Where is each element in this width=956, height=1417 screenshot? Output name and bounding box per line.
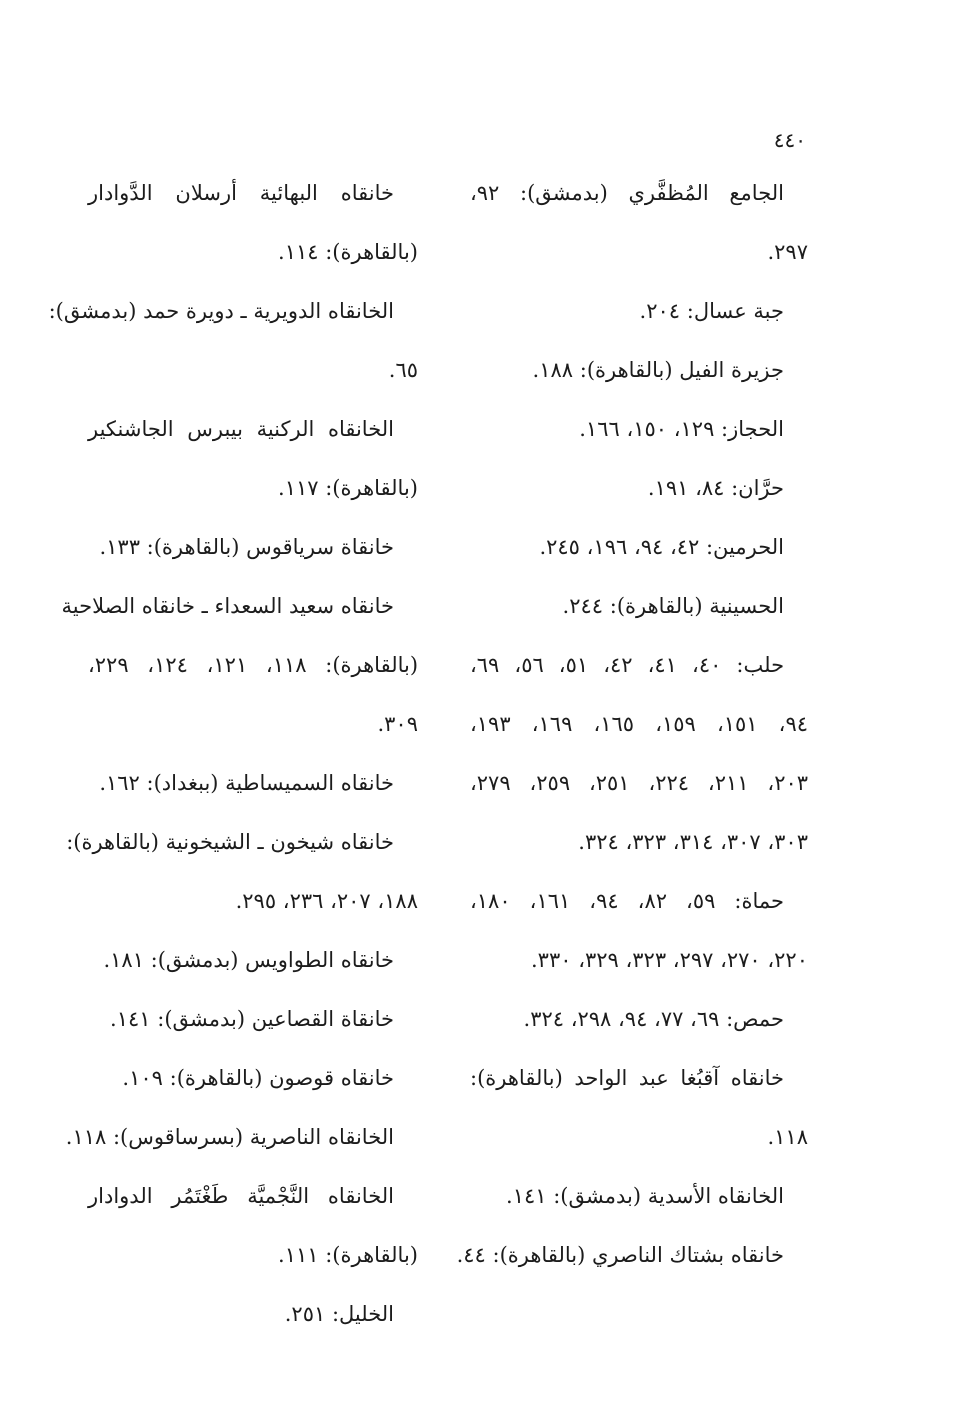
entry-continuation-line: (بالقاهرة): ١١٤. [278, 240, 418, 264]
entry-continuation-line: ٢٠٣، ٢١١، ٢٢٤، ٢٥١، ٢٥٩، ٢٧٩، [470, 771, 809, 795]
entry-heading-line: خانقاه البهائية أرسلان الدَّوادار [88, 181, 394, 205]
entry-heading-line: جبة عسال: ٢٠٤. [639, 299, 784, 323]
entry-continuation-line: ٢٩٧. [767, 240, 808, 264]
index-entry [88, 518, 418, 577]
entry-heading-line: الحرمين: ٤٢، ٩٤، ١٩٦، ٢٤٥. [539, 535, 784, 559]
entry-heading-line: حرَّان: ٨٤، ١٩١. [647, 476, 784, 500]
entry-continuation-line: (بالقاهرة): ١١٧. [278, 476, 418, 500]
index-entry [470, 577, 808, 636]
page-number: ٤٤٠ [773, 128, 806, 152]
index-entry [65, 1108, 418, 1167]
index-entry [470, 164, 808, 282]
entry-heading-line: جزيرة الفيل (بالقاهرة): ١٨٨. [532, 358, 784, 382]
index-entry [470, 872, 808, 990]
entry-continuation-line: ٩٤، ١٥١، ١٥٩، ١٦٥، ١٦٩، ١٩٣، [470, 712, 809, 736]
index-entry [470, 1167, 808, 1226]
entry-continuation-line: ٣٠٣، ٣٠٧، ٣١٤، ٣٢٣، ٣٢٤. [578, 830, 808, 854]
entry-heading-line: الخانقاه الدويرية ـ دويرة حمد (بدمشق): [48, 299, 394, 323]
entry-heading-line: الخانقاه الأسدية (بدمشق): ١٤١. [506, 1184, 784, 1208]
index-column-left [48, 164, 419, 1344]
index-entry [470, 341, 808, 400]
entry-heading-line: الحسينية (بالقاهرة): ٢٤٤. [562, 594, 784, 618]
entry-heading-line: خانقاه سعيد السعداء ـ خانقاه الصلاحية [61, 594, 394, 618]
index-entry [88, 1167, 418, 1285]
entry-continuation-line: ٦٥. [388, 358, 418, 382]
entry-heading-line: خانقاه آقبُغا عبد الواحد (بالقاهرة): [470, 1066, 784, 1090]
index-entry [88, 931, 418, 990]
index-entry [470, 518, 808, 577]
index-entry [88, 1049, 418, 1108]
entry-heading-line: الجامع المُظفَّري (بدمشق): ٩٢، [470, 181, 784, 205]
entry-heading-line: خانقاه قوصون (بالقاهرة): ١٠٩. [122, 1066, 394, 1090]
entry-heading-line: خانقاه السميساطية (ببغداد): ١٦٢. [99, 771, 394, 795]
index-entry [66, 813, 418, 931]
index-column-right [456, 164, 809, 1285]
index-entry [470, 636, 808, 872]
entry-heading-line: حلب: ٤٠، ٤١، ٤٢، ٥١، ٥٦، ٦٩، [470, 653, 785, 677]
index-entry [470, 459, 808, 518]
entry-continuation-line: ٢٢٠، ٢٧٠، ٢٩٧، ٣٢٣، ٣٢٩، ٣٣٠. [530, 948, 808, 972]
entry-continuation-line: ١٨٨، ٢٠٧، ٢٣٦، ٢٩٥. [235, 889, 418, 913]
index-entry [88, 754, 418, 813]
entry-continuation-line: ٣٠٩. [377, 712, 418, 736]
index-entry [456, 1226, 808, 1285]
index-entry [470, 282, 808, 341]
entry-continuation-line: (بالقاهرة): ١١٨، ١٢١، ١٢٤، ٢٢٩، [88, 653, 419, 677]
entry-heading-line: خانقاه شيخون ـ الشيخونية (بالقاهرة): [66, 830, 394, 854]
entry-continuation-line: ١١٨. [767, 1125, 808, 1149]
index-entry [88, 400, 418, 518]
entry-heading-line: حمص: ٦٩، ٧٧، ٩٤، ٢٩٨، ٣٢٤. [523, 1007, 784, 1031]
entry-heading-line: خانقاة القصاعين (بدمشق): ١٤١. [110, 1007, 394, 1031]
entry-heading-line: الحجاز: ١٢٩، ١٥٠، ١٦٦. [579, 417, 784, 441]
index-entry [88, 164, 418, 282]
index-entry [88, 1285, 418, 1344]
index-entry [470, 400, 808, 459]
entry-heading-line: الخليل: ٢٥١. [284, 1302, 394, 1326]
entry-heading-line: الخانقاه الناصرية (بسرساقوس): ١١٨. [65, 1125, 394, 1149]
index-entry [470, 1049, 808, 1167]
entry-heading-line: الخانقاه الركنية بيبرس الجاشنكير [88, 417, 394, 441]
index-entry [48, 282, 418, 400]
index-entry [88, 990, 418, 1049]
entry-continuation-line: (بالقاهرة): ١١١. [278, 1243, 418, 1267]
entry-heading-line: خانقاه الطواويس (بدمشق): ١٨١. [103, 948, 394, 972]
entry-heading-line: الخانقاه النَّجْميَّة طَغْتَمُر الدوادار [88, 1184, 394, 1208]
entry-heading-line: حماة: ٥٩، ٨٢، ٩٤، ١٦١، ١٨٠، [470, 889, 785, 913]
entry-heading-line: خانقاه بشتاك الناصري (بالقاهرة): ٤٤. [456, 1243, 784, 1267]
index-entry [61, 577, 419, 754]
index-entry [470, 990, 808, 1049]
entry-heading-line: خانقاة سرياقوس (بالقاهرة): ١٣٣. [99, 535, 394, 559]
